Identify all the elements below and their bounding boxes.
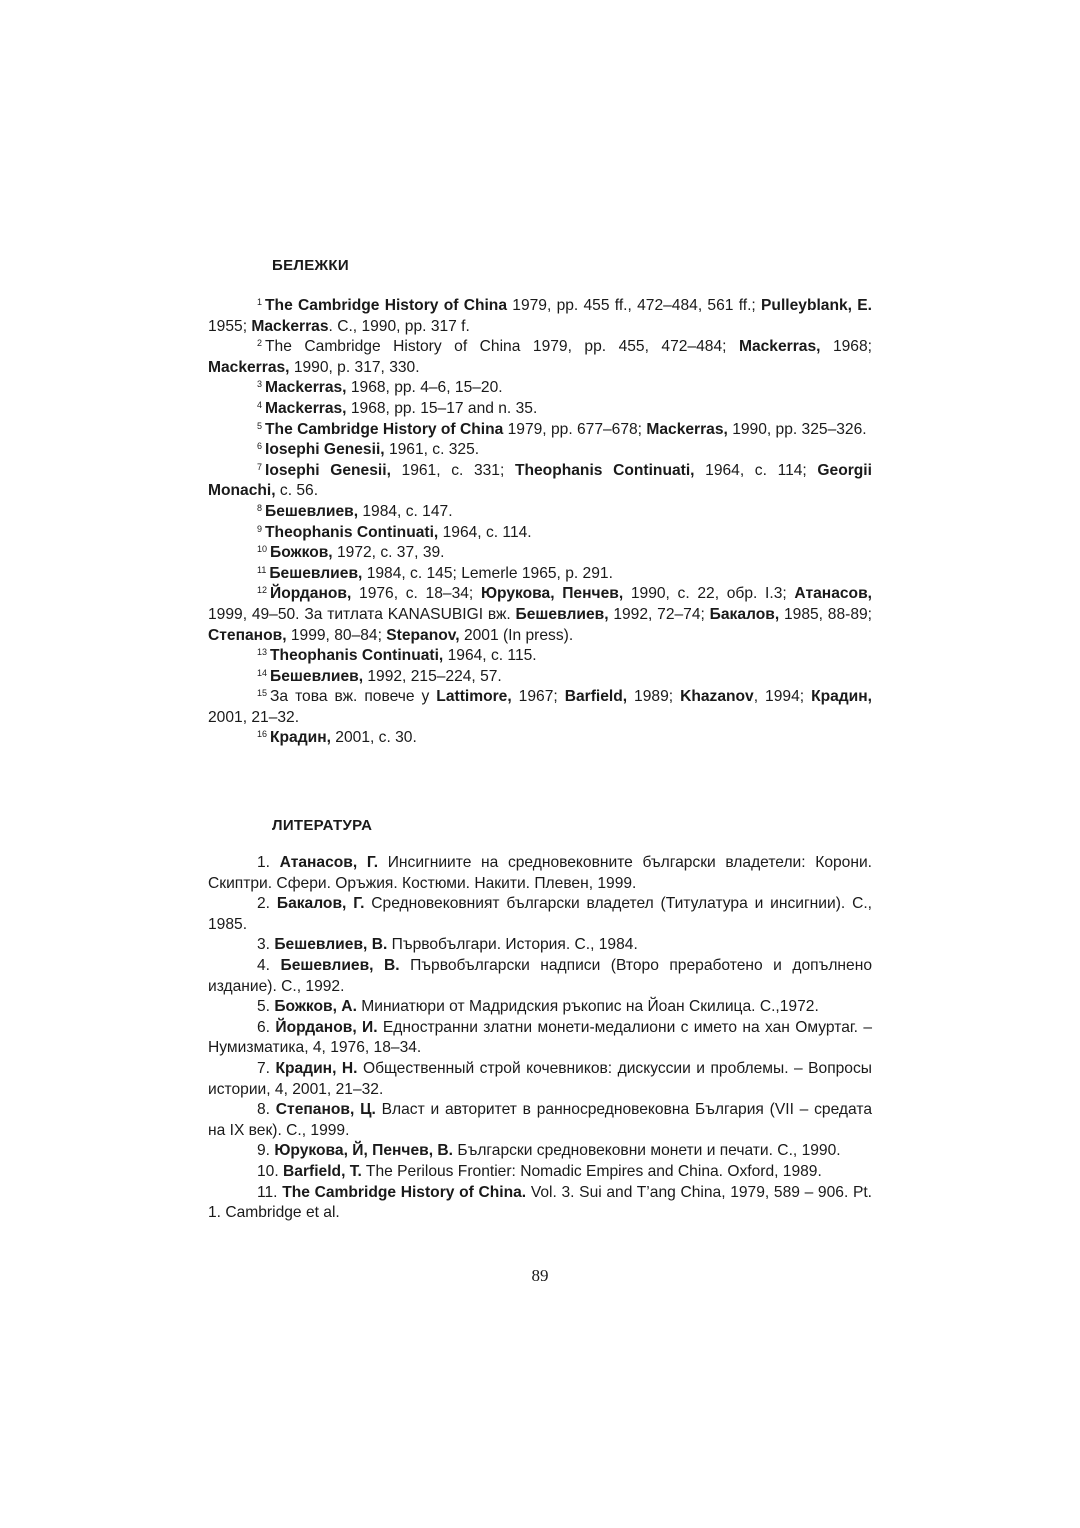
footnote-bold-ref: Theophanis Continuati, (514, 461, 695, 479)
footnote-item (208, 584, 872, 646)
footnote-item (208, 296, 872, 337)
footnote-text: 1984, с. 147. (358, 502, 453, 520)
literature-item (208, 894, 872, 935)
literature-number: 7. (257, 1059, 276, 1077)
footnote-text: 1961, с. 325. (384, 441, 480, 459)
footnote-bold-ref: Georgii Monachi, (208, 461, 872, 500)
literature-item (208, 853, 872, 894)
literature-number: 9. (257, 1142, 275, 1160)
literature-text: Vol. 3. Sui and T’ang China, 1979, 589 – 906. Pt. 1. Cambridge et al. (208, 1183, 873, 1222)
literature-list (208, 853, 872, 1224)
literature-author: Бешевлиев, В. (280, 956, 400, 974)
footnote-number: 14 (257, 667, 268, 678)
literature-text: Първобългари. История. С., 1984. (387, 936, 638, 954)
notes-heading: БЕЛЕЖКИ (272, 257, 349, 274)
footnote-bold-ref: Mackerras, (738, 338, 821, 356)
footnote-number: 3 (257, 379, 263, 390)
footnote-bold-ref: The Cambridge History of China (265, 297, 508, 314)
literature-author: Бешевлиев, В. (274, 936, 388, 954)
footnote-item (208, 667, 872, 688)
footnote-text: 1968, pp. 15–17 and n. 35. (346, 399, 538, 417)
footnote-number: 15 (257, 688, 268, 699)
footnote-text: . C., 1990, pp. 317 f. (328, 317, 470, 335)
footnote-number: 8 (257, 502, 263, 513)
footnote-text: 2001, 21–32. (208, 708, 300, 726)
footnote-bold-ref: Крадин, (811, 688, 873, 706)
literature-number: 8. (257, 1101, 276, 1119)
footnote-text: 1964, с. 115. (443, 647, 537, 665)
literature-item (208, 1183, 872, 1224)
footnote-bold-ref: Mackerras, (265, 399, 347, 417)
footnote-text: 1989; (627, 688, 681, 706)
footnote-text: 1990, pp. 325–326. (727, 420, 867, 438)
literature-number: 1. (257, 854, 280, 871)
literature-text: Миниатюри от Мадридския ръкопис на Йоан Скилица. С.,1972. (356, 998, 819, 1016)
footnote-text: 1990, с. 22, обр. I.3; (623, 585, 795, 603)
literature-number: 5. (257, 998, 275, 1016)
footnote-bold-ref: Mackerras, (208, 358, 290, 376)
footnote-item (208, 728, 872, 749)
literature-text: Средновековният български владетел (Титулатура и инсигнии). С., 1985. (208, 895, 873, 933)
literature-number: 11. (257, 1183, 283, 1201)
page-number: 89 (531, 1266, 549, 1285)
footnote-bold-ref: Mackerras, (646, 420, 728, 438)
literature-text: Едностранни златни монети-медалиони с името на хан Омуртаг. – Нумизматика, 4, 1976, 18–34. (208, 1018, 872, 1057)
footnote-bold-ref: Крадин, (270, 729, 331, 747)
footnote-text: 1955; (208, 317, 252, 335)
footnote-number: 12 (257, 585, 268, 596)
footnote-number: 5 (257, 420, 263, 431)
footnote-item (208, 687, 872, 728)
literature-author: Barfield, T. (283, 1162, 362, 1180)
literature-author: Йорданов, И. (275, 1018, 378, 1036)
literature-author: The Cambridge History of China. (282, 1183, 527, 1201)
footnote-bold-ref: Iosephi Genesii, (265, 441, 385, 459)
footnote-text: 1999, 80–84; (286, 626, 387, 644)
literature-item (208, 1162, 872, 1183)
footnote-text: 1979, pp. 455 ff., 472–484, 561 ff.; (507, 297, 762, 314)
footnote-text: , 1994; (753, 688, 812, 706)
footnote-text: 2001, с. 30. (330, 729, 417, 747)
footnote-bold-ref: Pulleyblank, E. (761, 297, 873, 314)
footnote-bold-ref: Theophanis Continuati, (265, 523, 439, 541)
literature-author: Бакалов, Г. (276, 895, 365, 913)
literature-number: 3. (257, 936, 275, 954)
footnote-bold-ref: Бешевлиев, (265, 502, 359, 520)
footnote-bold-ref: Бешевлиев, (270, 667, 364, 685)
footnote-text: 1992, 215–224, 57. (363, 667, 502, 685)
footnote-item (208, 502, 872, 523)
footnote-text: 1964, с. 114; (694, 461, 818, 479)
literature-author: Атанасов, Г. (279, 854, 379, 871)
literature-text: Общественный строй кочевников: дискуссии и проблемы. – Вопросы истории, 4, 2001, 21–32. (208, 1059, 872, 1098)
footnote-bold-ref: Iosephi Genesii, (265, 461, 391, 479)
literature-number: 6. (257, 1018, 276, 1036)
literature-text: Инсигниите на средновековните български владетели: Корони. Скиптри. Сфери. Оръжия. Костюми. Накити. Плевен, 1999. (208, 854, 872, 892)
footnote-text: За това вж. повече у (270, 688, 437, 706)
footnote-text: 2001 (In press). (459, 626, 574, 644)
footnote-item (208, 543, 872, 564)
footnote-text: 1968, pp. 4–6, 15–20. (346, 379, 503, 397)
footnote-bold-ref: Mackerras, (265, 379, 347, 397)
footnote-number: 4 (257, 399, 263, 410)
literature-text: Първобългарски надписи (Второ преработено и допълнено издание). С., 1992. (208, 956, 872, 995)
literature-author: Степанов, Ц. (275, 1101, 376, 1119)
footnote-number: 11 (257, 564, 267, 575)
footnote-number: 9 (257, 523, 263, 534)
literature-item (208, 1059, 872, 1100)
footnote-text: 1990, p. 317, 330. (289, 358, 420, 376)
footnote-bold-ref: Theophanis Continuati, (270, 647, 444, 665)
footnote-text: 1961, с. 331; (390, 461, 515, 479)
footnote-bold-ref: Атанасов, (794, 585, 872, 603)
footnote-bold-ref: Stepanov, (386, 626, 460, 644)
literature-item (208, 1018, 872, 1059)
footnote-bold-ref: Божков, (270, 544, 333, 562)
footnote-item (208, 420, 872, 441)
footnote-bold-ref: Степанов, (208, 626, 287, 644)
footnote-bold-ref: Бешевлиев, (269, 564, 363, 582)
footnote-text: 1964, с. 114. (438, 523, 532, 541)
footnote-item (208, 440, 872, 461)
footnote-item (208, 646, 872, 667)
footnote-text: с. 56. (275, 482, 319, 500)
footnote-text: 1968; (820, 338, 872, 356)
footnote-number: 13 (257, 647, 268, 658)
footnote-bold-ref: Бакалов, (709, 605, 780, 623)
literature-item (208, 935, 872, 956)
footnote-number: 7 (257, 461, 263, 472)
literature-author: Юрукова, Й, Пенчев, В. (274, 1142, 454, 1160)
footnote-bold-ref: Lattimore, (436, 688, 512, 706)
literature-text: Власт и авторитет в ранносредновековна България (VII – средата на IX век). С., 1999. (208, 1101, 872, 1139)
footnote-text: 1985, 88-89; (779, 605, 873, 623)
footnote-item (208, 378, 872, 399)
notes-list (208, 296, 872, 749)
literature-author: Божков, А. (274, 998, 357, 1016)
literature-item (208, 997, 872, 1018)
footnote-item (208, 337, 872, 378)
footnote-bold-ref: Йорданов, (270, 585, 352, 603)
footnote-number: 2 (257, 338, 263, 349)
footnote-item (208, 399, 872, 420)
footnote-text: 1972, с. 37, 39. (332, 544, 445, 562)
literature-item (208, 956, 872, 997)
footnote-text: 1967; (511, 688, 565, 706)
literature-author: Крадин, Н. (275, 1059, 358, 1077)
footnote-number: 16 (257, 729, 268, 740)
footnote-item (208, 461, 872, 502)
footnote-text: The Cambridge History of China 1979, pp. 455, 472–484; (265, 338, 739, 356)
literature-heading: ЛИТЕРАТУРА (272, 817, 373, 834)
footnote-text: 1984, с. 145; Lemerle 1965, p. 291. (362, 564, 613, 582)
footnote-bold-ref: Бешевлиев, (515, 605, 609, 623)
footnote-number: 1 (257, 297, 263, 307)
literature-number: 4. (257, 956, 281, 974)
literature-text: Български средновековни монети и печати. С., 1990. (453, 1142, 841, 1160)
footnote-number: 6 (257, 441, 263, 452)
footnote-bold-ref: The Cambridge History of China (265, 420, 504, 438)
footnote-bold-ref: Khazanov (680, 688, 754, 706)
footnote-text: 1979, pp. 677–678; (503, 420, 647, 438)
footnote-bold-ref: Mackerras (251, 317, 329, 335)
footnote-text: 1999, 49–50. За титлата KANASUBIGI вж. (208, 605, 516, 623)
literature-number: 10. (257, 1162, 284, 1180)
footnote-item (208, 523, 872, 544)
footnote-bold-ref: Barfield, (564, 688, 628, 706)
footnote-bold-ref: Юрукова, Пенчев, (480, 585, 624, 603)
literature-item (208, 1100, 872, 1141)
footnote-number: 10 (257, 544, 268, 555)
literature-number: 2. (257, 895, 277, 913)
literature-item (208, 1141, 872, 1162)
footnote-text: 1992, 72–74; (608, 605, 710, 623)
footnote-item (208, 564, 872, 585)
footnote-text: 1976, с. 18–34; (351, 585, 481, 603)
literature-text: The Perilous Frontier: Nomadic Empires and China. Oxford, 1989. (361, 1162, 822, 1180)
